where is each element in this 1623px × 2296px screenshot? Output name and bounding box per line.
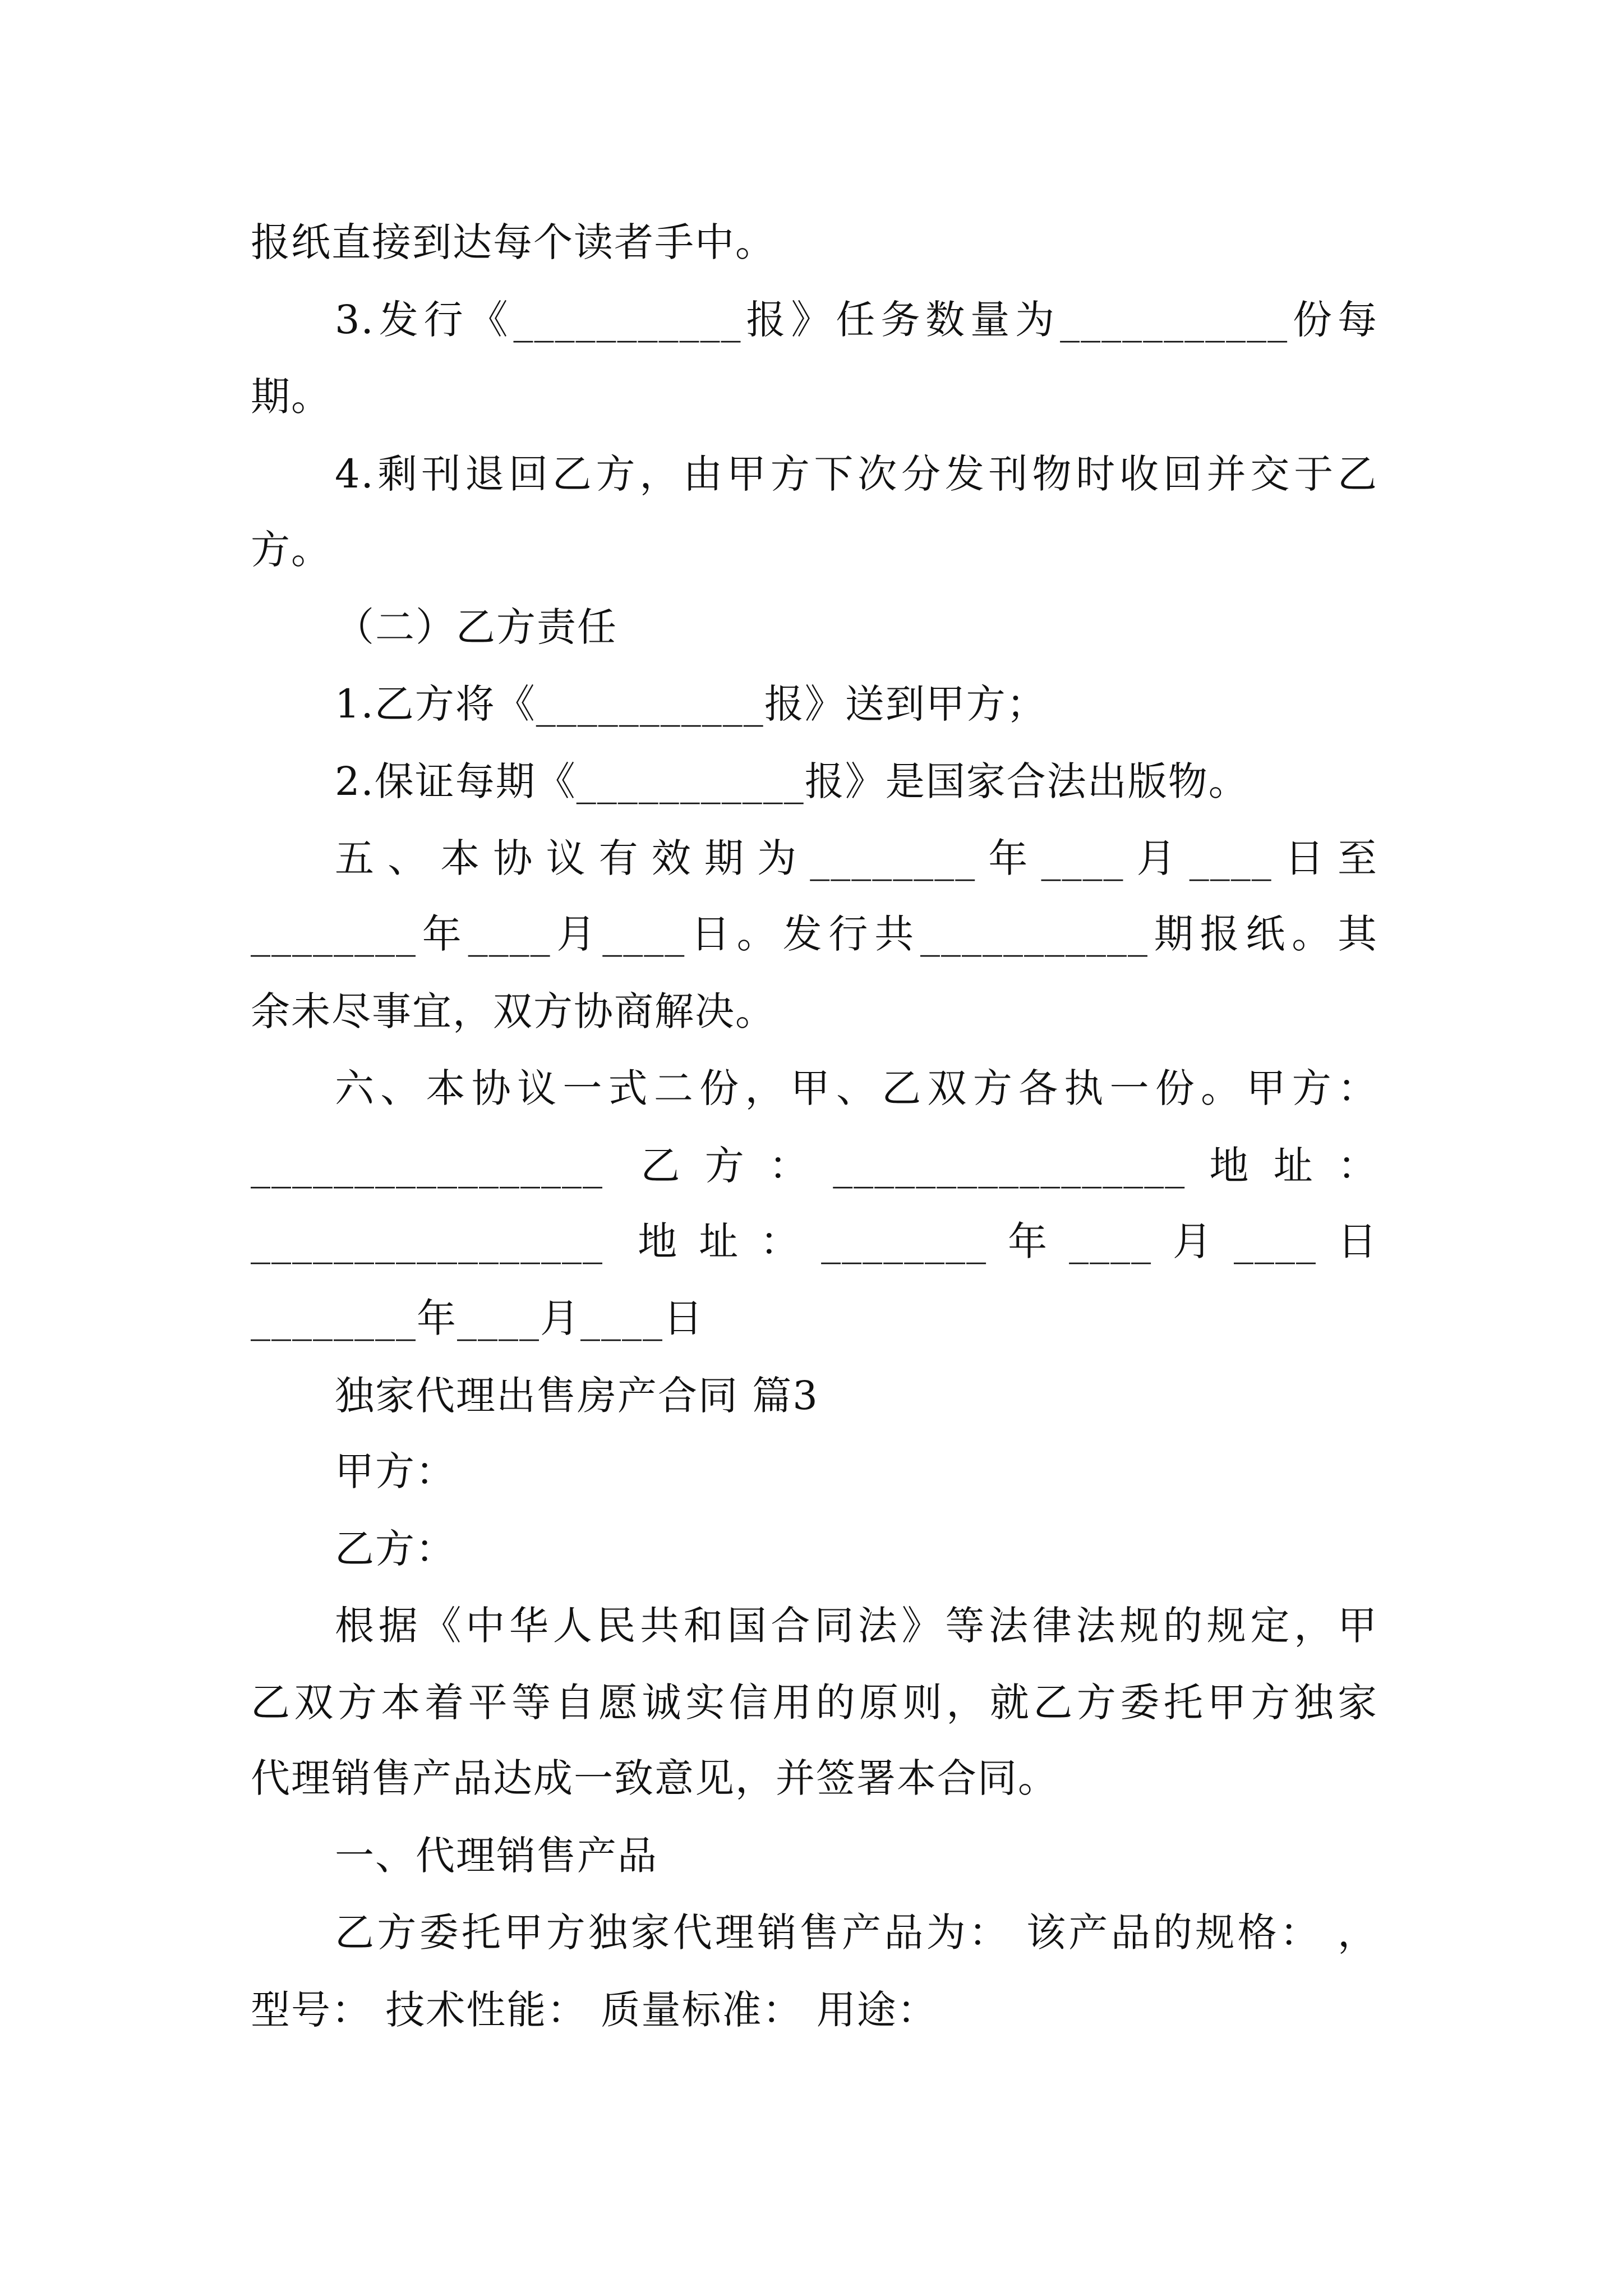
text-line: 1.乙方将《___________报》送到甲方； [335,681,1047,727]
contract-title: 独家代理出售房产合同 篇3 [335,1373,819,1419]
party-b-label: 乙方： [335,1526,456,1572]
signature-line: _________________ 乙方：_________________地址： [251,1143,1378,1189]
text-line: 方。 [251,527,331,573]
date-line: ________年____月____日 [251,1295,704,1341]
party-a-label: 甲方： [335,1448,456,1494]
text-line: 型号： 技术性能： 质量标准： 用途： [251,1987,938,2033]
text-line: 2.保证每期《___________报》是国家合法出版物。 [335,758,1249,804]
text-line: 五、本协议有效期为________年____月____日至 [335,835,1378,881]
text-line: 4.剩刊退回乙方，由甲方下次分发刊物时收回并交于乙 [335,451,1378,497]
text-line: 根据《中华人民共和国合同法》等法律法规的规定，甲 [335,1603,1378,1649]
section-heading: （二）乙方责任 [335,604,617,650]
text-line: 余未尽事宜，双方协商解决。 [251,988,776,1034]
text-line: ________年____月____日。发行共___________期报纸。其 [251,911,1378,957]
text-line: 乙方委托甲方独家代理销售产品为： 该产品的规格： ， [335,1910,1378,1955]
section-heading: 一、代理销售产品 [335,1833,658,1879]
text-line: 期。 [251,374,331,420]
signature-line: _________________ 地址：________年____月____日 [251,1218,1378,1264]
text-line: 乙双方本着平等自愿诚实信用的原则，就乙方委托甲方独家 [251,1680,1378,1726]
text-line: 代理销售产品达成一致意见，并签署本合同。 [251,1755,1058,1801]
text-line: 3.发行《___________报》任务数量为___________份每 [335,297,1378,343]
text-line: 报纸直接到达每个读者手中。 [251,219,776,265]
text-line: 六、本协议一式二份，甲、乙双方各执一份。甲方： [335,1065,1378,1111]
